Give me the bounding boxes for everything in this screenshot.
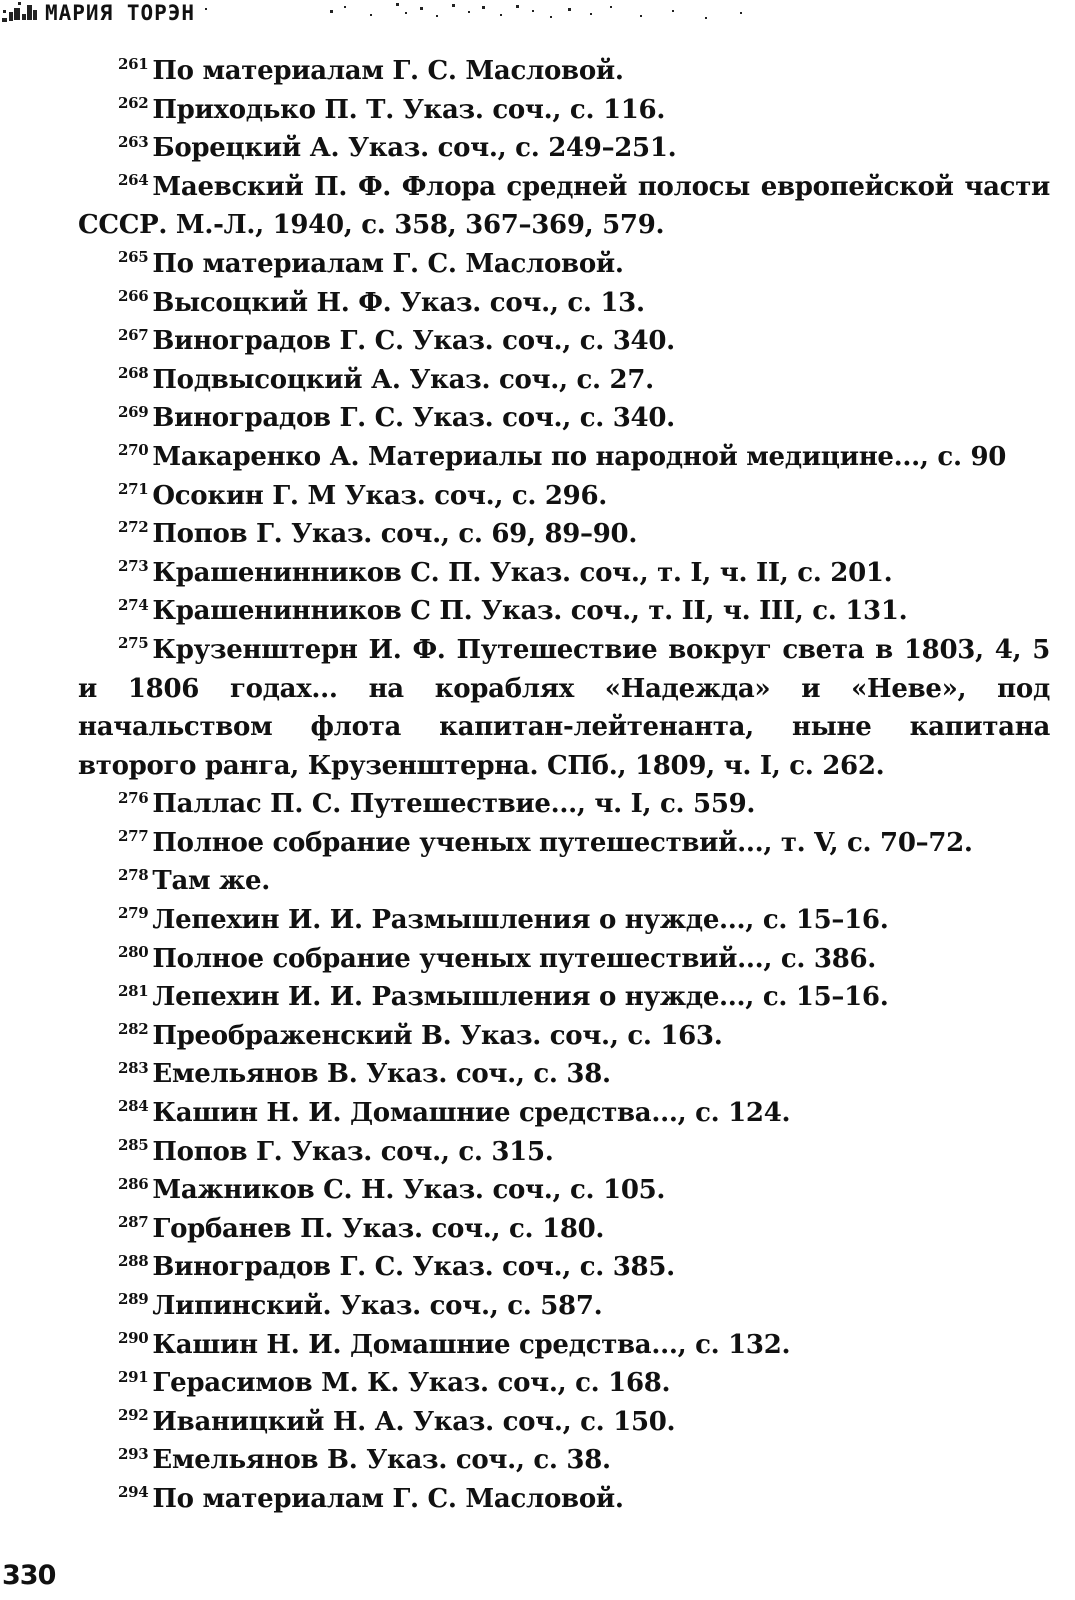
footnote — [78, 1441, 1050, 1480]
footnote-text: Маевский П. Ф. Флора средней полосы европейской части СССР. М.-Л., 1940, с. 358, 367–369, 579. — [78, 171, 1050, 241]
footnote-number: 292 — [118, 1406, 149, 1425]
footnote-text: Попов Г. Указ. соч., с. 315. — [152, 1136, 554, 1167]
footnote-number: 276 — [118, 788, 149, 807]
footnote-number: 273 — [118, 557, 149, 576]
page-number: 330 — [2, 1560, 56, 1591]
footnote — [78, 361, 1050, 400]
footnote-number: 262 — [118, 93, 149, 112]
footnote — [78, 129, 1050, 168]
footnote — [78, 1171, 1050, 1210]
footnote-number: 293 — [118, 1444, 149, 1463]
footnote-text: Преображенский В. Указ. соч., с. 163. — [152, 1020, 723, 1051]
footnote — [78, 824, 1050, 863]
footnote-text: Макаренко А. Материалы по народной медицине..., с. 90 — [152, 441, 1007, 472]
footnote — [78, 1480, 1050, 1519]
footnote — [78, 1326, 1050, 1365]
footnote-text: Герасимов М. К. Указ. соч., с. 168. — [152, 1368, 671, 1399]
footnote-number: 272 — [118, 518, 149, 537]
footnote — [78, 515, 1050, 554]
footnote-number: 274 — [118, 595, 149, 614]
footnote-number: 290 — [118, 1328, 149, 1347]
footnote-text: Борецкий А. Указ. соч., с. 249–251. — [152, 133, 677, 164]
footnote-text: Горбанев П. Указ. соч., с. 180. — [152, 1213, 605, 1244]
footnote — [78, 245, 1050, 284]
footnote — [78, 862, 1050, 901]
footnote-text: По материалам Г. С. Масловой. — [152, 1483, 624, 1514]
footnote — [78, 1248, 1050, 1287]
footnote — [78, 554, 1050, 593]
footnote-text: Попов Г. Указ. соч., с. 69, 89–90. — [152, 519, 638, 550]
footnote — [78, 940, 1050, 979]
footnote — [78, 477, 1050, 516]
footnote-text: Кашин Н. И. Домашние средства..., с. 124. — [152, 1098, 791, 1129]
footnote-text: Приходько П. Т. Указ. соч., с. 116. — [152, 94, 666, 125]
footnote-number: 270 — [118, 441, 149, 460]
footnote — [78, 52, 1050, 91]
footnote-number: 277 — [118, 827, 149, 846]
footnote-text: Липинский. Указ. соч., с. 587. — [152, 1291, 603, 1321]
footnote-text: Высоцкий Н. Ф. Указ. соч., с. 13. — [152, 287, 645, 318]
footnote-number: 289 — [118, 1290, 149, 1309]
footnote-text: Виноградов Г. С. Указ. соч., с. 340. — [152, 326, 675, 357]
footnote-number: 266 — [118, 286, 149, 305]
footnote-text: Виноградов Г. С. Указ. соч., с. 340. — [152, 403, 675, 434]
footnote-text: Подвысоцкий А. Указ. соч., с. 27. — [152, 364, 654, 395]
footnote-number: 284 — [118, 1097, 149, 1116]
footnote — [78, 631, 1050, 785]
footnote-number: 278 — [118, 865, 149, 884]
footnote — [78, 322, 1050, 361]
footnote — [78, 592, 1050, 631]
footnote-text: Виноградов Г. С. Указ. соч., с. 385. — [152, 1252, 675, 1283]
footnote-number: 287 — [118, 1213, 149, 1232]
footnote — [78, 1210, 1050, 1249]
footnote-number: 271 — [118, 479, 149, 498]
footnote-number: 294 — [118, 1483, 149, 1502]
footnote-text: Иваницкий Н. А. Указ. соч., с. 150. — [152, 1406, 676, 1437]
footnote-text: Лепехин И. И. Размышления о нужде..., с. 15–16. — [152, 905, 889, 936]
footnote-number: 279 — [118, 904, 149, 923]
footnote-number: 269 — [118, 402, 149, 421]
footnote-number: 280 — [118, 943, 149, 961]
footnote — [78, 978, 1050, 1017]
footnote — [78, 438, 1050, 477]
running-title: МАРИЯ ТОРЭН — [42, 1, 198, 25]
footnote-text: Полное собрание ученых путешествий..., т. V, с. 70–72. — [152, 827, 973, 858]
footnotes-list — [78, 52, 1050, 1519]
footnote — [78, 168, 1050, 245]
footnote — [78, 785, 1050, 824]
footnote-number: 282 — [118, 1020, 149, 1039]
footnote — [78, 1055, 1050, 1094]
footnote-text: Мажников С. Н. Указ. соч., с. 105. — [152, 1175, 666, 1206]
footnote — [78, 284, 1050, 323]
footnote-text: Емельянов В. Указ. соч., с. 38. — [152, 1059, 611, 1090]
footnote-number: 291 — [118, 1367, 149, 1386]
footnote-number: 281 — [118, 981, 149, 1000]
footnote — [78, 91, 1050, 130]
footnote-number: 283 — [118, 1058, 149, 1077]
footnote — [78, 1133, 1050, 1172]
footnote-number: 263 — [118, 132, 149, 151]
footnote-text: Паллас П. С. Путешествие..., ч. I, с. 559. — [152, 789, 756, 820]
footnote — [78, 1403, 1050, 1442]
footnote-text: Кашин Н. И. Домашние средства..., с. 132. — [152, 1329, 791, 1360]
footnote-number: 261 — [118, 55, 149, 74]
footnote-text: По материалам Г. С. Масловой. — [152, 248, 624, 279]
footnote — [78, 399, 1050, 438]
footnote — [78, 1094, 1050, 1133]
footnote — [78, 1364, 1050, 1403]
footnote-text: Полное собрание ученых путешествий..., с. 386. — [152, 943, 877, 974]
footnote-text: Осокин Г. М Указ. соч., с. 296. — [152, 480, 608, 511]
footnote-text: Там же. — [152, 866, 271, 897]
footnote-text: По материалам Г. С. Масловой. — [152, 56, 624, 86]
footnote-text: Крашенинников С. П. Указ. соч., т. I, ч. II, с. 201. — [152, 557, 893, 588]
footnote-number: 288 — [118, 1251, 149, 1270]
footnote — [78, 901, 1050, 940]
footnote-text: Емельянов В. Указ. соч., с. 38. — [152, 1445, 611, 1476]
footnote-number: 285 — [118, 1135, 149, 1154]
footnote-text: Крашенинников С П. Указ. соч., т. II, ч. III, с. 131. — [152, 596, 908, 627]
footnote-text: Крузенштерн И. Ф. Путешествие вокруг света в 1803, 4, 5 и 1806 годах... на кораблях «Надежда» и «Неве», под начальством флота капитан-лейтенанта, ныне капитана второго ранга, Крузенштерна. СПб., 1809, ч. I, с. 262. — [78, 634, 1050, 781]
footnote-number: 267 — [118, 325, 149, 344]
footnote-number: 264 — [118, 171, 149, 190]
running-header — [0, 0, 1075, 30]
footnote-text: Лепехин И. И. Размышления о нужде..., с. 15–16. — [152, 982, 889, 1013]
footnote-number: 265 — [118, 248, 149, 267]
footnote-number: 268 — [118, 364, 149, 383]
footnote — [78, 1287, 1050, 1326]
footnote — [78, 1017, 1050, 1056]
footnote-number: 275 — [118, 634, 149, 653]
footnote-number: 286 — [118, 1174, 149, 1193]
